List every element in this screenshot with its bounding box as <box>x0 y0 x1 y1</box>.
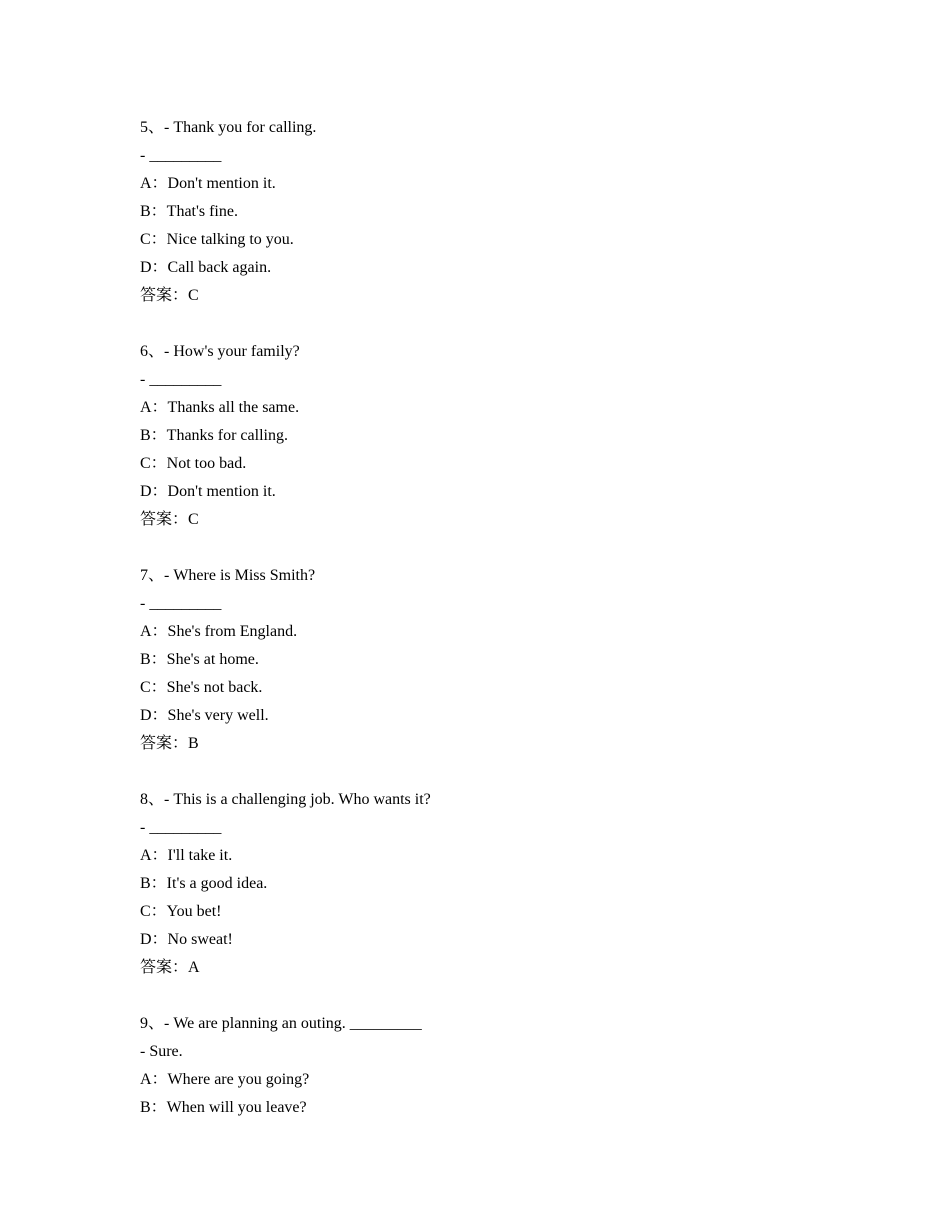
answer-line: 答案：B <box>140 735 199 752</box>
question-8 <box>140 786 840 982</box>
question-reply: - _________ <box>140 819 222 836</box>
option-a: A：Thanks all the same. <box>140 399 300 416</box>
option-b: B：Thanks for calling. <box>140 427 288 444</box>
option-d: D：Don't mention it. <box>140 483 276 500</box>
question-reply: - _________ <box>140 371 222 388</box>
option-a: A：She's from England. <box>140 623 298 640</box>
option-d: D：She's very well. <box>140 707 269 724</box>
answer-line: 答案：A <box>140 959 200 976</box>
question-stem: 8、- This is a challenging job. Who wants it? <box>140 791 431 808</box>
option-a: A：Where are you going? <box>140 1071 310 1088</box>
option-b: B：When will you leave? <box>140 1099 307 1116</box>
option-b: B：That's fine. <box>140 203 238 220</box>
option-b: B：It's a good idea. <box>140 875 268 892</box>
question-7 <box>140 562 840 758</box>
question-5 <box>140 114 840 310</box>
question-6 <box>140 338 840 534</box>
answer-line: 答案：C <box>140 511 199 528</box>
answer-line: 答案：C <box>140 287 199 304</box>
option-c: C：Not too bad. <box>140 455 247 472</box>
question-reply: - Sure. <box>140 1043 183 1060</box>
option-a: A：I'll take it. <box>140 847 233 864</box>
option-c: C：She's not back. <box>140 679 263 696</box>
option-c: C：You bet! <box>140 903 222 920</box>
option-a: A：Don't mention it. <box>140 175 276 192</box>
option-c: C：Nice talking to you. <box>140 231 294 248</box>
question-stem: 9、- We are planning an outing. _________ <box>140 1015 422 1032</box>
question-stem: 6、- How's your family? <box>140 343 300 360</box>
question-stem: 5、- Thank you for calling. <box>140 119 317 136</box>
option-d: D：Call back again. <box>140 259 272 276</box>
question-9 <box>140 1010 840 1122</box>
option-d: D：No sweat! <box>140 931 233 948</box>
question-stem: 7、- Where is Miss Smith? <box>140 567 316 584</box>
option-b: B：She's at home. <box>140 651 259 668</box>
document-page <box>140 114 840 1150</box>
question-reply: - _________ <box>140 595 222 612</box>
question-reply: - _________ <box>140 147 222 164</box>
